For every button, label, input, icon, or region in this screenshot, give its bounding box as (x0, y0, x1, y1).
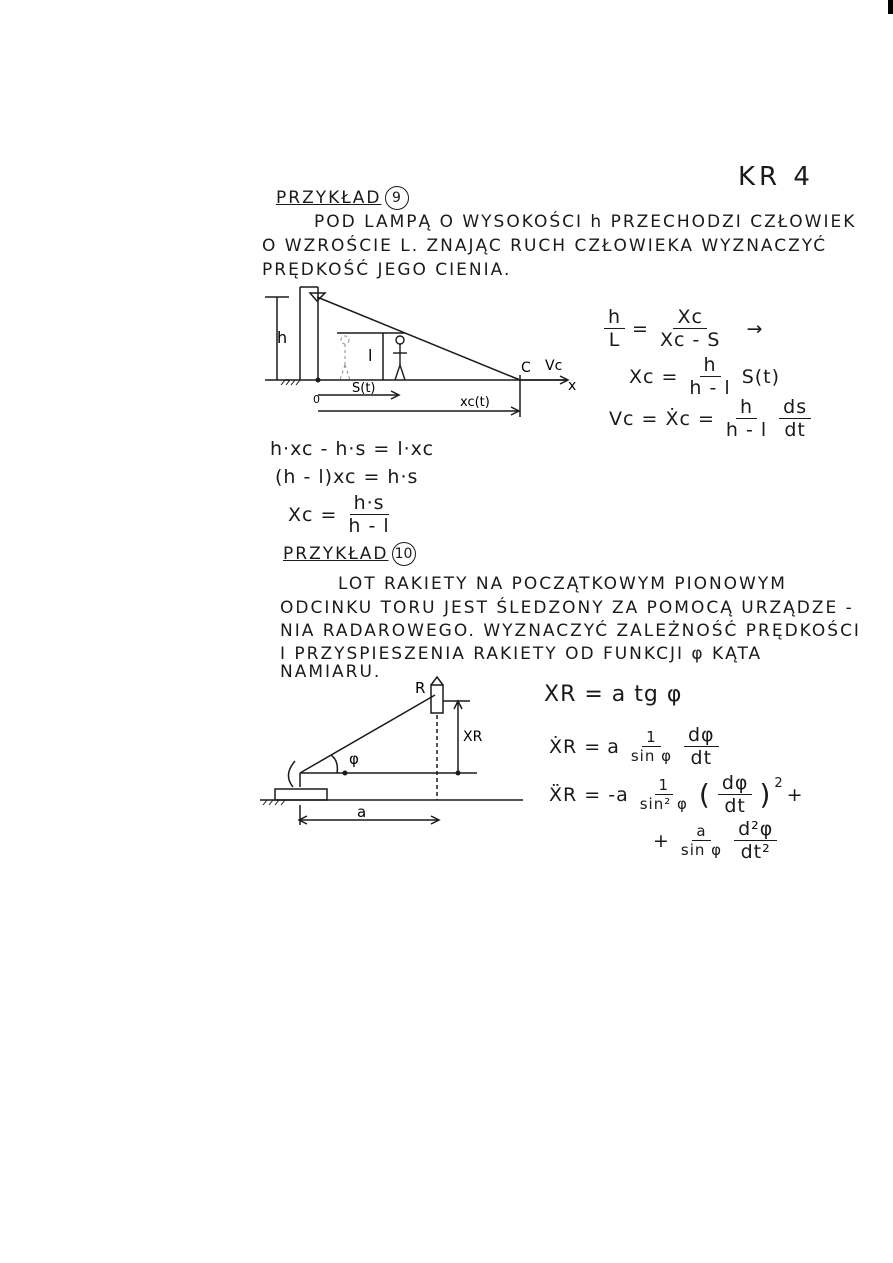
rocket-body (431, 685, 443, 713)
ratio-arrow: → (746, 317, 764, 340)
xr-ddot-cont-lead: + (653, 829, 670, 852)
radar-dish-icon (288, 761, 295, 787)
xr-dot-coef: a (607, 735, 620, 758)
label-s: S(t) (352, 381, 376, 396)
derivation-num: h·s (350, 492, 389, 515)
label-x: x (568, 378, 577, 394)
rocket-nose (431, 677, 443, 685)
xc-num: h (700, 354, 721, 377)
ratio-rhs-num: Xc (673, 306, 706, 329)
xr-ddot-exponent: 2 (774, 776, 784, 791)
label-a: a (357, 803, 367, 821)
xr-dot-lhs: ẊR = (549, 735, 602, 758)
xr-dot-num2: dφ (684, 724, 719, 747)
label-xr: XR (463, 729, 483, 745)
label-r: R (415, 679, 426, 697)
example9-number: 9 (385, 186, 409, 210)
example9-heading-label: PRZYKŁAD (276, 188, 382, 208)
example10-heading (283, 542, 416, 566)
sight-line (300, 695, 435, 773)
radar-base (275, 789, 327, 800)
ratio-rhs-den: Xc - S (659, 329, 721, 351)
phi-vertex-dot (343, 771, 348, 776)
xr-ddot-tail: + (786, 783, 804, 806)
lamp-shadow-diagram (255, 285, 585, 425)
xr-ddot-cont-num2: d²φ (734, 818, 777, 841)
xr-ddot-num: 1 (655, 776, 674, 795)
vc-den2: dt (784, 419, 806, 441)
ratio-lhs-den: L (608, 329, 621, 351)
label-xc: xc(t) (460, 395, 490, 410)
corner-mark (888, 0, 893, 14)
example10-line-1: LOT RAKIETY NA POCZĄTKOWYM PIONOWYM (338, 574, 787, 594)
vc-equation (606, 396, 815, 441)
xr-ddot-lhs: ẌR = -a (549, 783, 629, 806)
vc-num2: ds (779, 396, 811, 419)
xr-ddot-equation: ẌR = -a $\frac{1}{\text{sin² φ}}$ ( $\frac{d\varphi}{dt}$ ) $^2$ + (549, 772, 804, 817)
derivation-lhs: Xc = (288, 503, 338, 526)
xr-ddot-paren-den: dt (724, 795, 746, 817)
xr-equation: XR = a tg φ (544, 682, 683, 707)
derivation-den: h - l (348, 515, 390, 537)
vc-den: h - l (725, 419, 768, 441)
person-figure (393, 336, 407, 380)
xr-ddot-den: sin² φ (639, 795, 688, 813)
derivation-line-3 (285, 492, 398, 537)
xc-lhs: Xc = (629, 365, 679, 388)
ratio-equation: $\frac{h}{L}$ = $\frac{Xc}{Xc - S}$ → (600, 306, 766, 351)
label-h: h (277, 328, 288, 347)
xr-ddot-paren-num: dφ (718, 772, 753, 795)
shadow-figure (340, 336, 350, 380)
derivation-line-1: h·xc - h·s = l·xc (270, 438, 435, 460)
example9-line-3: PRĘDKOŚĆ JEGO CIENIA. (262, 260, 512, 280)
xr-base-dot (456, 771, 461, 776)
vc-num: h (736, 396, 757, 419)
ratio-lhs-num: h (604, 306, 625, 329)
xr-ddot-continuation (650, 818, 781, 863)
phi-arc (331, 755, 337, 773)
xr-dot-num: 1 (642, 728, 661, 747)
xr-ddot-cont-den: sin φ (680, 841, 723, 859)
light-ray (317, 297, 520, 380)
label-vc: Vc (545, 358, 563, 374)
origin-dot (316, 378, 321, 383)
label-c: C (521, 360, 531, 376)
xr-dot-equation (546, 724, 723, 769)
xr-ddot-cont-den2: dt² (740, 841, 771, 863)
example10-number: 10 (392, 542, 416, 566)
example10-heading-label: PRZYKŁAD (283, 544, 389, 564)
xc-tail: S(t) (741, 365, 781, 388)
radar-rocket-diagram (255, 675, 530, 830)
label-phi: φ (349, 750, 359, 768)
derivation-line-2: (h - l)xc = h·s (275, 466, 419, 488)
vc-lhs: Vc = Ẋc = (609, 407, 715, 430)
example10-line-3: NIA RADAROWEGO. WYZNACZYĆ ZALEŻNOŚĆ PRĘDKOŚCI (280, 621, 861, 641)
example9-line-1: POD LAMPĄ O WYSOKOŚCI h PRZECHODZI CZŁOWIEK (314, 212, 857, 232)
xc-equation (626, 354, 783, 399)
xr-dot-den2: dt (690, 747, 713, 769)
label-origin: 0 (313, 393, 320, 406)
example10-line-4: I PRZYSPIESZENIA RAKIETY OD FUNKCJI φ KĄTA (280, 644, 763, 664)
example10-line-5: NAMIARU. (280, 662, 382, 682)
xr-ddot-cont-num: a (692, 822, 710, 841)
example10-line-2: ODCINKU TORU JEST ŚLEDZONY ZA POMOCĄ URZĄDZE - (280, 598, 854, 618)
xr-dot-den: sin φ (630, 747, 672, 765)
xc-den: h - l (689, 377, 731, 399)
example9-line-2: O WZROŚCIE L. ZNAJĄC RUCH CZŁOWIEKA WYZNACZYĆ (262, 236, 828, 256)
example9-heading (276, 186, 409, 210)
page-code: KR 4 (738, 162, 814, 192)
label-l: l (368, 346, 373, 365)
